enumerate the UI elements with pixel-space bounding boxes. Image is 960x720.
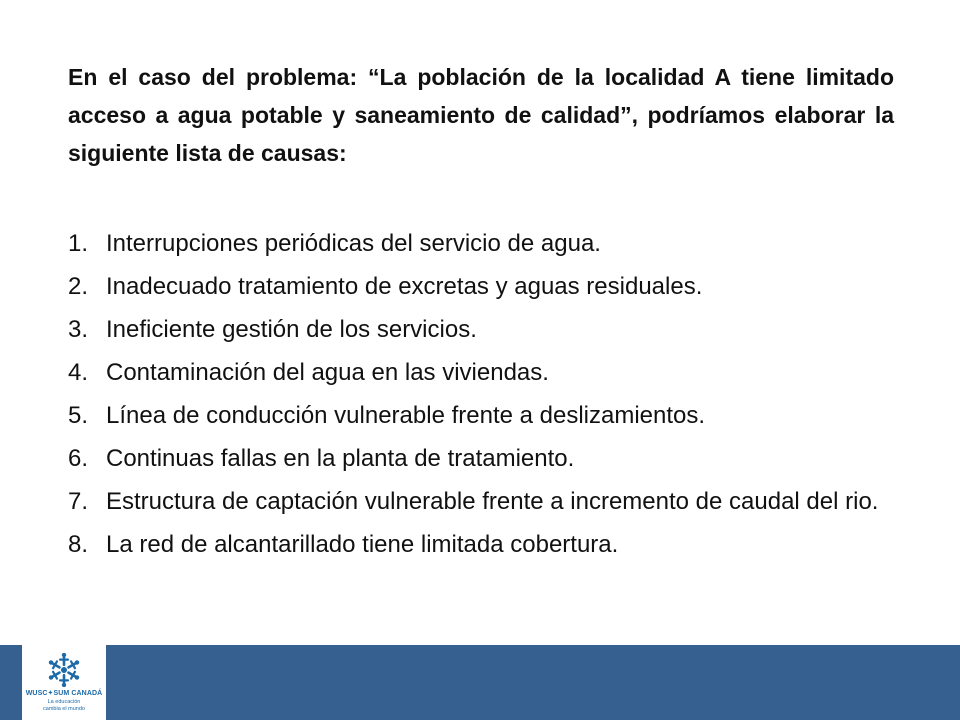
causes-list: [68, 227, 894, 571]
item-text: Contaminación del agua en las viviendas.: [106, 359, 549, 386]
list-item: [68, 356, 894, 389]
item-number: 2.: [68, 273, 89, 300]
snowflake-icon: [44, 653, 84, 687]
list-item: [68, 485, 894, 518]
wusc-logo: [22, 645, 106, 720]
list-item: [68, 270, 894, 303]
problem-statement: En el caso del problema: “La población de la localidad A tiene limitado acceso a agua potable y saneamiento de calidad”, podríamos elaborar la siguiente lista de causas:: [68, 64, 894, 166]
logo-name: WUSC✦SUM CANADÁ: [25, 690, 103, 697]
item-text: Línea de conducción vulnerable frente a deslizamientos.: [106, 402, 706, 429]
item-number: 3.: [68, 316, 89, 343]
item-text: Inadecuado tratamiento de excretas y aguas residuales.: [106, 273, 703, 300]
item-number: 7.: [68, 488, 89, 515]
list-item: [68, 442, 894, 475]
footer-bar: [0, 645, 960, 720]
item-text: Estructura de captación vulnerable frente a incremento de caudal del rio.: [106, 488, 879, 515]
item-number: 8.: [68, 531, 89, 558]
item-number: 5.: [68, 402, 89, 429]
list-item: [68, 313, 894, 346]
list-item: [68, 528, 894, 561]
list-item: [68, 399, 894, 432]
item-number: 1.: [68, 230, 89, 257]
logo-tagline-line1: La educación: [47, 699, 81, 705]
logo-tagline: [22, 699, 106, 712]
item-text: Continuas fallas en la planta de tratamiento.: [106, 445, 575, 472]
logo-tagline-line2: cambia el mundo: [43, 705, 85, 712]
item-text: La red de alcantarillado tiene limitada cobertura.: [106, 531, 619, 558]
item-number: 4.: [68, 359, 89, 386]
item-number: 6.: [68, 445, 89, 472]
list-item: [68, 227, 894, 260]
item-text: Interrupciones periódicas del servicio de agua.: [106, 230, 601, 257]
item-text: Ineficiente gestión de los servicios.: [106, 316, 477, 343]
